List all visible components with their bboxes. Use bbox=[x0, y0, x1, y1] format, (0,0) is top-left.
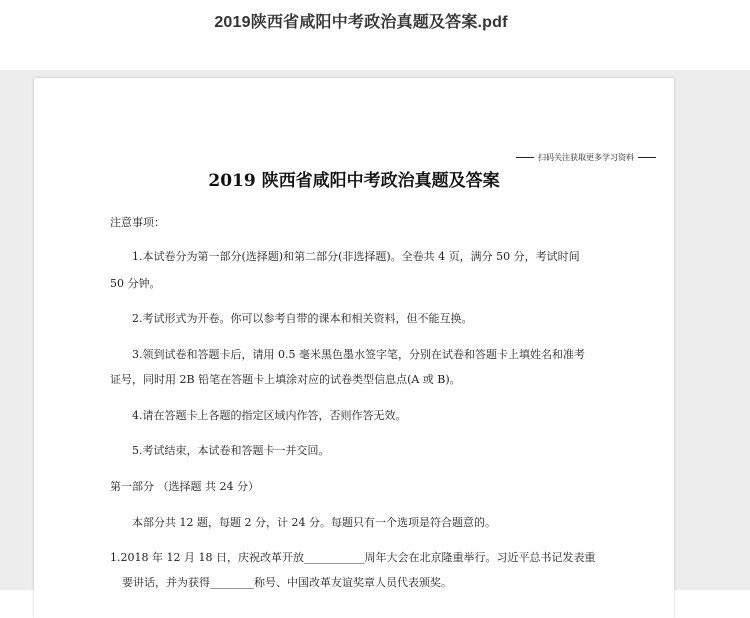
left-rule bbox=[516, 157, 534, 158]
notice-heading: 注意事项： bbox=[110, 216, 165, 229]
notice-4: 4.请在答题卡上各题的指定区域内作答，否则作答无效。 bbox=[132, 409, 407, 422]
question-1-line-1: 1.2018 年 12 月 18 日，庆祝改革开放___________周年大会在北京隆重举行。习近平总书记发表重 bbox=[110, 551, 596, 564]
part1-intro: 本部分共 12 题，每题 2 分，计 24 分。每题只有一个选项是符合题意的。 bbox=[132, 516, 496, 529]
document-viewer[interactable] bbox=[0, 70, 750, 590]
document-title: 2019 陕西省咸阳中考政治真题及答案 bbox=[208, 171, 500, 191]
notice-2: 2.考试形式为开卷。你可以参考自带的课本和相关资料，但不能互换。 bbox=[132, 312, 473, 325]
notice-1-line-1: 1.本试卷分为第一部分(选择题)和第二部分(非选择题)。全卷共 4 页，满分 50 分，考试时间 bbox=[132, 250, 580, 263]
notice-5: 5.考试结束，本试卷和答题卡一并交回。 bbox=[132, 444, 330, 457]
qr-note bbox=[516, 152, 656, 163]
notice-1-line-2: 50 分钟。 bbox=[110, 277, 161, 290]
right-rule bbox=[638, 157, 656, 158]
pdf-page bbox=[34, 78, 674, 618]
question-1-line-2: 要讲话，并为获得________称号、中国改革友谊奖章人员代表颁奖。 bbox=[122, 576, 452, 589]
qr-note-text: 扫码关注获取更多学习资料 bbox=[538, 153, 634, 162]
file-title: 2019陕西省咸阳中考政治真题及答案.pdf bbox=[214, 14, 508, 31]
viewer-header bbox=[0, 0, 750, 70]
part1-heading: 第一部分 （选择题 共 24 分） bbox=[110, 480, 259, 493]
notice-3-line-1: 3.领到试卷和答题卡后，请用 0.5 毫米黑色墨水签字笔，分别在试卷和答题卡上填姓名和准考 bbox=[132, 348, 585, 361]
notice-3-line-2: 证号，同时用 2B 铅笔在答题卡上填涂对应的试卷类型信息点(A 或 B)。 bbox=[110, 373, 461, 386]
